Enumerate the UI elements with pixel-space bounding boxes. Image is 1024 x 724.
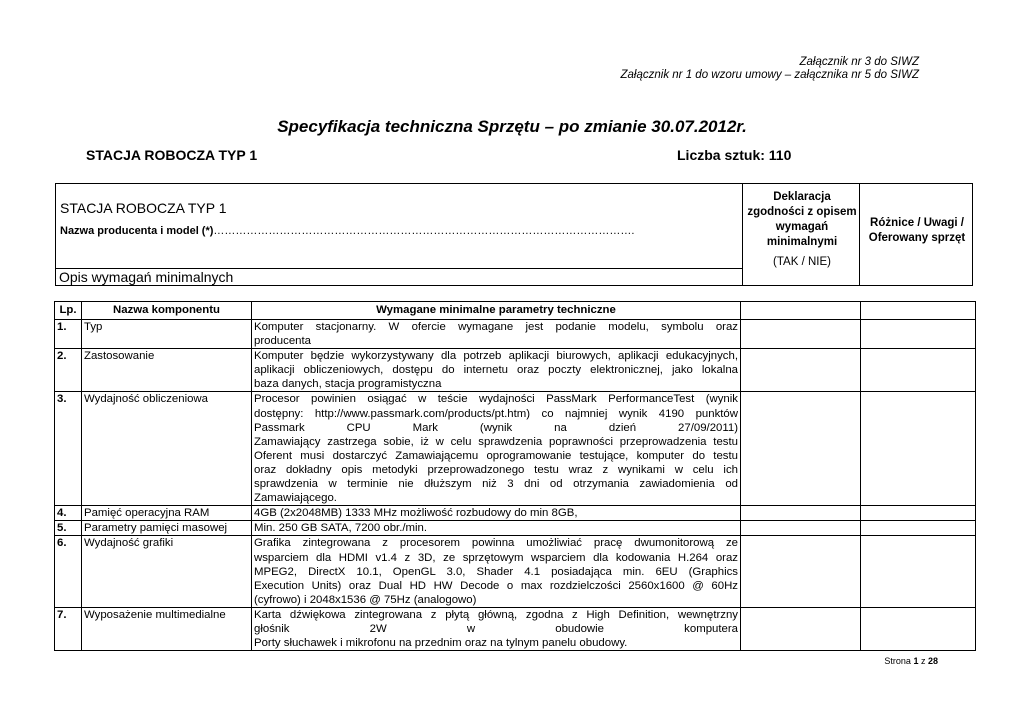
component-name: Typ xyxy=(82,320,252,349)
remarks-cell[interactable] xyxy=(861,392,976,506)
declaration-cell[interactable] xyxy=(741,536,861,607)
tak-nie-label: (TAK / NIE) xyxy=(773,256,831,268)
remarks-cell[interactable] xyxy=(861,320,976,349)
annex-note-1: Załącznik nr 3 do SIWZ xyxy=(799,56,919,68)
requirement-text xyxy=(252,320,741,349)
table-body xyxy=(55,320,976,651)
requirement-line: 4GB (2x2048MB) 1333 MHz możliwość rozbudowy do min 8GB, xyxy=(254,507,578,520)
column-header-remarks xyxy=(861,302,976,320)
remarks-cell[interactable] xyxy=(861,607,976,650)
row-number: 1. xyxy=(55,320,82,349)
requirement-line: Min. 250 GB SATA, 7200 obr./min. xyxy=(254,522,428,535)
component-name: Pamięć operacyjna RAM xyxy=(82,506,252,521)
row-number: 5. xyxy=(55,521,82,536)
requirement-text xyxy=(252,521,741,536)
requirement-line: aplikacji obliczeniowych, dostępu do internetu oraz poczty elektronicznej, jako lokalna xyxy=(254,364,738,377)
requirement-line: Komputer stacjonarny. W ofercie wymagane jest podanie modelu, symbolu oraz xyxy=(254,321,738,333)
row-number: 4. xyxy=(55,506,82,521)
declaration-cell[interactable] xyxy=(741,607,861,650)
requirement-line: baza danych, stacja programistyczna xyxy=(254,378,442,391)
requirement-text xyxy=(252,506,741,521)
declaration-column-header: Deklaracja zgodności z opisem wymagań minimalnymi xyxy=(747,191,857,248)
differences-column-header: Różnice / Uwagi / Oferowany sprzęt xyxy=(868,217,966,244)
requirement-line: oraz dokładny opis metodyki przeprowadzonego testu wraz z wynikami w celu ich xyxy=(254,463,738,476)
producer-model-field[interactable] xyxy=(60,225,740,237)
requirement-text xyxy=(252,607,741,650)
component-name: Zastosowanie xyxy=(82,349,252,392)
column-header-component: Nazwa komponentu xyxy=(82,302,252,320)
requirement-text xyxy=(252,349,741,392)
page-prefix: Strona xyxy=(884,656,911,666)
requirement-line: wsparciem dla HDMI v1.4 z 3D, ze sprzętowym wsparciem dla kodowania H.264 oraz xyxy=(254,551,738,564)
requirement-line: Grafika zintegrowana z procesorem powinna umożliwiać pracę dwumonitorową ze xyxy=(254,537,738,550)
row-number: 3. xyxy=(55,392,82,506)
requirement-text xyxy=(252,392,741,506)
remarks-cell[interactable] xyxy=(861,349,976,392)
document-title: Specyfikacja techniczna Sprzętu – po zmianie 30.07.2012r. xyxy=(277,117,747,136)
specification-table xyxy=(54,301,976,651)
declaration-cell[interactable] xyxy=(741,320,861,349)
divider xyxy=(742,184,743,285)
requirement-line: MPEG2, DirectX 10.1, OpenGL 3.0, Shader 4.1 posiadająca min. 6EU (Graphics xyxy=(254,565,738,578)
page-separator: z xyxy=(920,656,926,666)
remarks-cell[interactable] xyxy=(861,506,976,521)
remarks-cell[interactable] xyxy=(861,536,976,607)
requirement-line: Zamawiającego. xyxy=(254,492,337,505)
row-number: 2. xyxy=(55,349,82,392)
requirement-line: głośnik 2W w obudowie komputera xyxy=(254,622,738,635)
row-number: 6. xyxy=(55,536,82,607)
requirement-line: Execution Units) oraz Dual HD HW Decode o max rozdzielczości 2560x1600 @ 60Hz xyxy=(254,579,738,592)
requirement-line: sprawdzenia w terminie nie dłuższym niż 3 dni od otrzymania zawiadomienia od xyxy=(254,478,738,491)
table-row xyxy=(55,521,976,536)
page-total: 28 xyxy=(927,656,938,666)
producer-label: Nazwa producenta i model (*) xyxy=(60,225,214,237)
requirement-line: dostępny: http://www.passmark.com/products/pt.htm) co najmniej wynik 4190 punktów xyxy=(254,407,738,420)
declaration-cell[interactable] xyxy=(741,349,861,392)
box-station-name: STACJA ROBOCZA TYP 1 xyxy=(60,200,227,216)
requirement-line: Oferent musi dostarczyć Zamawiającemu oprogramowanie testujące, komputer do testu xyxy=(254,449,738,462)
component-name: Wydajność obliczeniowa xyxy=(82,392,252,506)
table-row xyxy=(55,506,976,521)
requirement-text xyxy=(252,536,741,607)
table-row xyxy=(55,349,976,392)
declaration-cell[interactable] xyxy=(741,521,861,536)
table-row xyxy=(55,536,976,607)
column-header-requirements: Wymagane minimalne parametry techniczne xyxy=(252,302,741,320)
remarks-cell[interactable] xyxy=(861,521,976,536)
declaration-cell[interactable] xyxy=(741,506,861,521)
requirement-line: Passmark CPU Mark (wynik na dzień 27/09/2011) xyxy=(254,421,738,434)
annex-note-2: Załącznik nr 1 do wzoru umowy – załącznika nr 5 do SIWZ xyxy=(620,69,919,81)
producer-dots: ……………………………………………………………………………………………………. xyxy=(213,225,635,237)
requirement-line: Komputer będzie wykorzystywany dla potrzeb aplikacji biurowych, aplikacji edukacyjnych, xyxy=(254,350,738,363)
page-number xyxy=(884,656,938,666)
column-header-lp: Lp. xyxy=(55,302,82,320)
requirement-line: Porty słuchawek i mikrofonu na przednim oraz na tylnym panelu obudowy. xyxy=(254,637,628,650)
requirements-section-title: Opis wymagań minimalnych xyxy=(59,269,234,285)
page-current: 1 xyxy=(913,656,919,666)
station-name: STACJA ROBOCZA TYP 1 xyxy=(86,147,258,163)
declaration-header-box xyxy=(55,183,973,286)
declaration-cell[interactable] xyxy=(741,392,861,506)
table-row xyxy=(55,320,976,349)
row-number: 7. xyxy=(55,607,82,650)
requirement-line: Karta dźwiękowa zintegrowana z płytą główną, zgodna z High Definition, wewnętrzny xyxy=(254,608,738,621)
component-name: Wydajność grafiki xyxy=(82,536,252,607)
component-name: Wyposażenie multimedialne xyxy=(82,607,252,650)
table-row xyxy=(55,607,976,650)
requirement-line: producenta xyxy=(254,335,311,348)
component-name: Parametry pamięci masowej xyxy=(82,521,252,536)
table-header-row xyxy=(55,302,976,320)
requirement-line: Procesor powinien osiągać w teście wydajności PassMark PerformanceTest (wynik xyxy=(254,393,738,406)
requirement-line: (cyfrowo) i 2048x1536 @ 75Hz (analogowo) xyxy=(254,593,477,606)
quantity-label: Liczba sztuk: 110 xyxy=(677,147,792,163)
requirement-line: Zamawiający zastrzega sobie, iż w celu sprawdzenia poprawności przeprowadzenia testu xyxy=(254,435,738,448)
table-row xyxy=(55,392,976,506)
column-header-declaration xyxy=(741,302,861,320)
